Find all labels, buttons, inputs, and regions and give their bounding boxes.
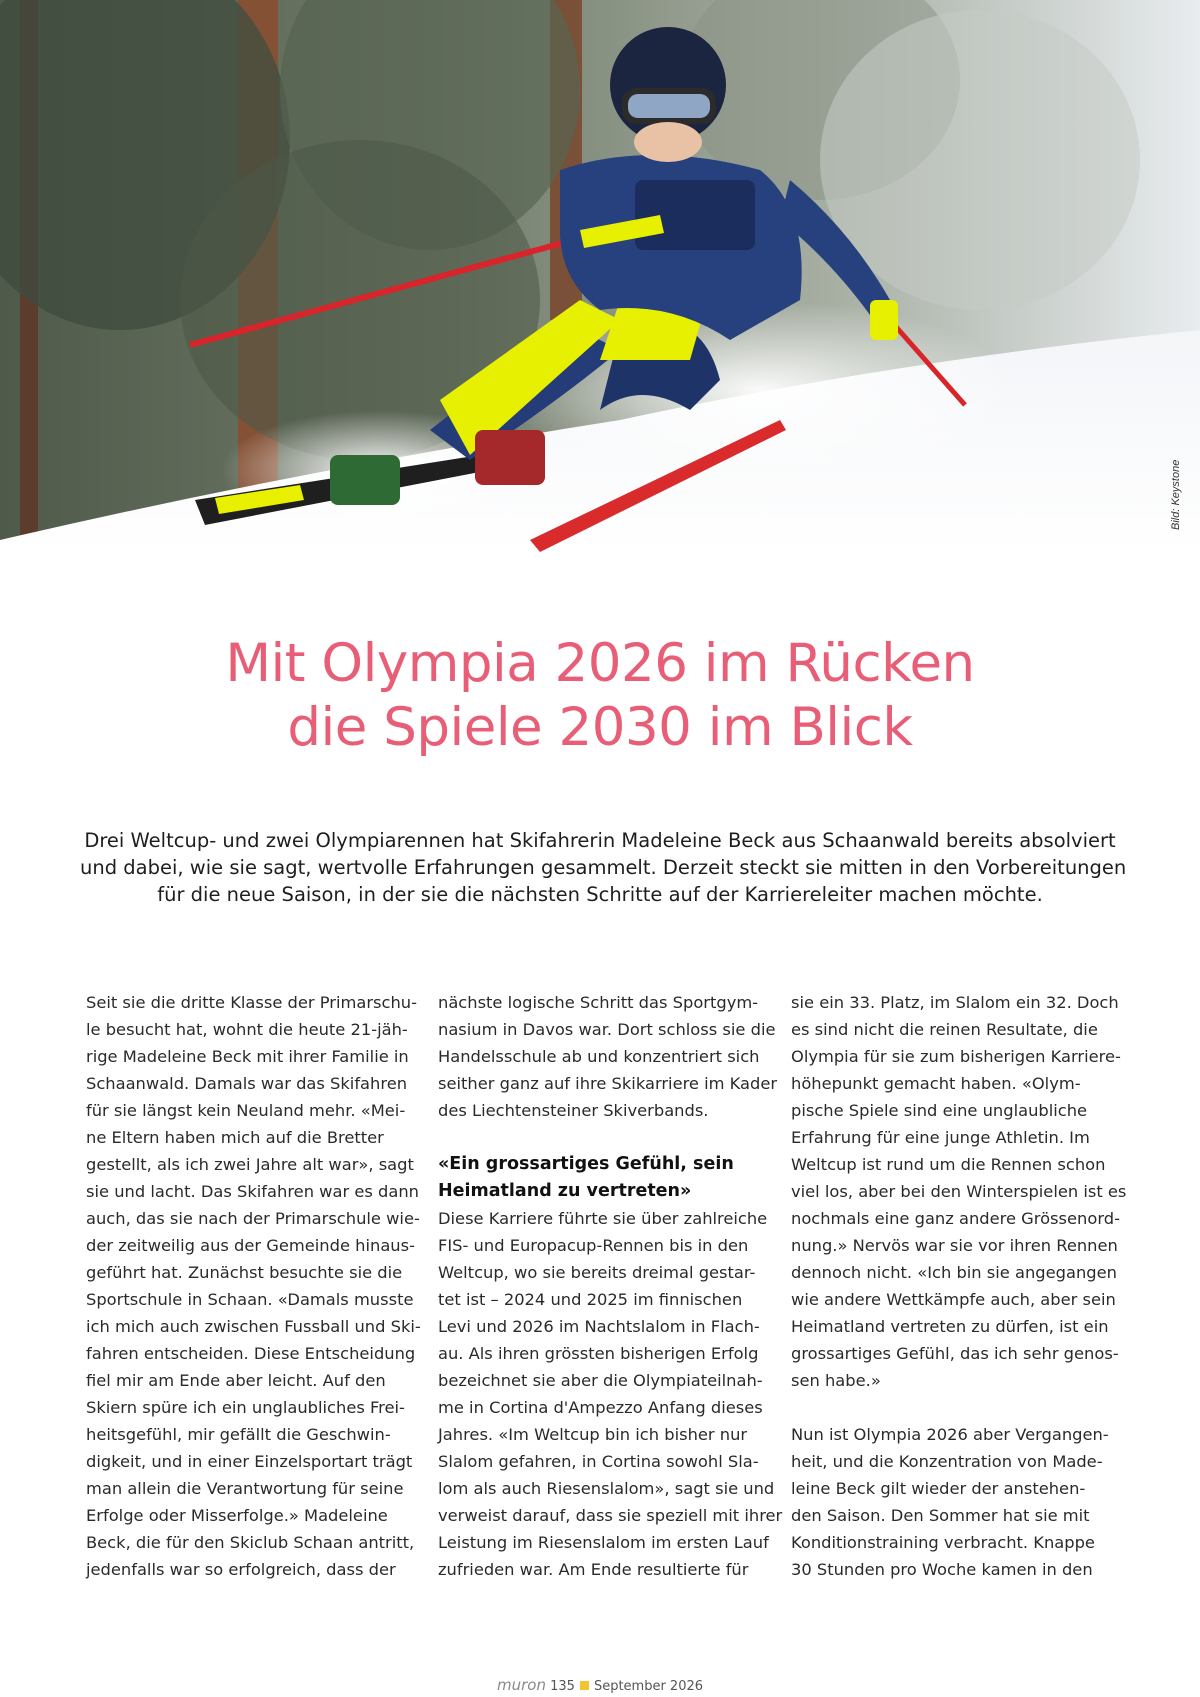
text-line: für sie längst kein Neuland mehr. «Mei- bbox=[86, 1101, 406, 1120]
text-line: Sportschule in Schaan. «Damals musste bbox=[86, 1290, 414, 1309]
skier-illustration bbox=[0, 0, 1200, 552]
text-line: lom als auch Riesenslalom», sagt sie und bbox=[438, 1479, 775, 1498]
text-line: viel los, aber bei den Winterspielen ist es bbox=[791, 1182, 1127, 1201]
issue-number: 135 bbox=[550, 1679, 575, 1694]
page-footer bbox=[0, 1676, 1200, 1694]
column-3-paragraph-1 bbox=[791, 989, 1127, 1394]
text-line: Slalom gefahren, in Cortina sowohl Sla- bbox=[438, 1452, 759, 1471]
text-line: man allein die Verantwortung für seine bbox=[86, 1479, 404, 1498]
magazine-brand: muron bbox=[496, 1676, 546, 1694]
text-line: heitsgefühl, mir gefällt die Geschwin- bbox=[86, 1425, 391, 1444]
text-line: der zeitweilig aus der Gemeinde hinaus- bbox=[86, 1236, 415, 1255]
text-line: nung.» Nervös war sie vor ihren Rennen bbox=[791, 1236, 1118, 1255]
text-line: dennoch nicht. «Ich bin sie angegangen bbox=[791, 1263, 1117, 1282]
text-line: höhepunkt gemacht haben. «Olym- bbox=[791, 1074, 1081, 1093]
text-line: Leistung im Riesenslalom im ersten Lauf bbox=[438, 1533, 769, 1552]
text-line: verweist darauf, dass sie speziell mit ihrer bbox=[438, 1506, 783, 1525]
text-line: leine Beck gilt wieder der anstehen- bbox=[791, 1479, 1086, 1498]
text-line: Weltcup ist rund um die Rennen schon bbox=[791, 1155, 1106, 1174]
text-line: FIS- und Europacup-Rennen bis in den bbox=[438, 1236, 749, 1255]
text-line: tet ist – 2024 und 2025 im finnischen bbox=[438, 1290, 743, 1309]
text-line: Skiern spüre ich ein unglaubliches Frei- bbox=[86, 1398, 405, 1417]
text-line: gestellt, als ich zwei Jahre alt war», sagt bbox=[86, 1155, 414, 1174]
text-line: den Saison. Den Sommer hat sie mit bbox=[791, 1506, 1090, 1525]
text-line: Heimatland vertreten zu dürfen, ist ein bbox=[791, 1317, 1109, 1336]
text-line: geführt hat. Zunächst besuchte sie die bbox=[86, 1263, 403, 1282]
title-line-2: die Spiele 2030 im Blick bbox=[287, 697, 913, 758]
column-2-paragraph-1 bbox=[438, 989, 778, 1124]
text-line: Beck, die für den Skiclub Schaan antritt, bbox=[86, 1533, 415, 1552]
text-line: «Ein grossartiges Gefühl, sein bbox=[438, 1154, 734, 1174]
text-line: me in Cortina d'Ampezzo Anfang dieses bbox=[438, 1398, 763, 1417]
body-column-3 bbox=[791, 989, 1127, 1583]
text-line: ne Eltern haben mich auf die Bretter bbox=[86, 1128, 384, 1147]
text-line: rige Madeleine Beck mit ihrer Familie in bbox=[86, 1047, 409, 1066]
text-line: Olympia für sie zum bisherigen Karriere- bbox=[791, 1047, 1121, 1066]
text-line: grossartiges Gefühl, das ich sehr genos- bbox=[791, 1344, 1119, 1363]
text-line: Schaanwald. Damals war das Skifahren bbox=[86, 1074, 408, 1093]
text-line: seither ganz auf ihre Skikarriere im Kader bbox=[438, 1074, 778, 1093]
text-line: le besucht hat, wohnt die heute 21-jäh- bbox=[86, 1020, 408, 1039]
text-line: bezeichnet sie aber die Olympiateilnah- bbox=[438, 1371, 763, 1390]
text-line: ich mich auch zwischen Fussball und Ski- bbox=[86, 1317, 421, 1336]
text-line: fiel mir am Ende aber leicht. Auf den bbox=[86, 1371, 386, 1390]
text-line: Erfahrung für eine junge Athletin. Im bbox=[791, 1128, 1090, 1147]
column-3-paragraph-2 bbox=[791, 1421, 1121, 1583]
text-line: sie ein 33. Platz, im Slalom ein 32. Doch bbox=[791, 993, 1119, 1012]
text-line: jedenfalls war so erfolgreich, dass der bbox=[86, 1560, 396, 1579]
issue-date: September 2026 bbox=[593, 1679, 704, 1694]
text-line: Diese Karriere führte sie über zahlreiche bbox=[438, 1209, 768, 1228]
text-line: nochmals eine ganz andere Grössenord- bbox=[791, 1209, 1120, 1228]
title-line-1: Mit Olympia 2026 im Rücken bbox=[225, 633, 975, 694]
lead-line: für die neue Saison, in der sie die nächsten Schritte auf der Karriereleiter machen möchte. bbox=[157, 883, 1043, 906]
text-line: nasium in Davos war. Dort schloss sie die bbox=[438, 1020, 776, 1039]
text-line: heit, und die Konzentration von Made- bbox=[791, 1452, 1103, 1471]
article-lead bbox=[80, 827, 1127, 908]
footer-square-icon bbox=[580, 1681, 589, 1690]
section-subheading bbox=[438, 1151, 768, 1205]
text-line: 30 Stunden pro Woche kamen in den bbox=[791, 1560, 1093, 1579]
lead-line: Drei Weltcup- und zwei Olympiarennen hat Skifahrerin Madeleine Beck aus Schaanwald bereits absolviert bbox=[84, 829, 1116, 852]
text-line: zufrieden war. Am Ende resultierte für bbox=[438, 1560, 749, 1579]
hero-photo bbox=[0, 0, 1200, 552]
photo-credit: Bild: Keystone bbox=[1170, 459, 1182, 530]
text-line: digkeit, und in einer Einzelsportart trägt bbox=[86, 1452, 413, 1471]
body-column-2 bbox=[438, 989, 783, 1583]
text-line: wie andere Wettkämpfe auch, aber sein bbox=[791, 1290, 1116, 1309]
column-2-paragraph-2 bbox=[438, 1205, 783, 1583]
text-line: Handelsschule ab und konzentriert sich bbox=[438, 1047, 760, 1066]
text-line: Weltcup, wo sie bereits dreimal gestar- bbox=[438, 1263, 756, 1282]
text-line: Nun ist Olympia 2026 aber Vergangen- bbox=[791, 1425, 1109, 1444]
text-line: nächste logische Schritt das Sportgym- bbox=[438, 993, 759, 1012]
text-line: sen habe.» bbox=[791, 1371, 881, 1390]
text-line: Jahres. «Im Weltcup bin ich bisher nur bbox=[438, 1425, 748, 1444]
text-line: fahren entscheiden. Diese Entscheidung bbox=[86, 1344, 416, 1363]
text-line: des Liechtensteiner Skiverbands. bbox=[438, 1101, 709, 1120]
text-line: Konditionstraining verbracht. Knappe bbox=[791, 1533, 1095, 1552]
text-line: auch, das sie nach der Primarschule wie- bbox=[86, 1209, 420, 1228]
text-line: Levi und 2026 im Nachtslalom in Flach- bbox=[438, 1317, 760, 1336]
text-line: Heimatland zu vertreten» bbox=[438, 1181, 692, 1201]
text-line: Erfolge oder Misserfolge.» Madeleine bbox=[86, 1506, 388, 1525]
text-line: au. Als ihren grössten bisherigen Erfolg bbox=[438, 1344, 759, 1363]
article-title bbox=[0, 632, 1200, 760]
lead-line: und dabei, wie sie sagt, wertvolle Erfahrungen gesammelt. Derzeit steckt sie mitten in den Vorbereitungen bbox=[80, 856, 1127, 879]
text-line: es sind nicht die reinen Resultate, die bbox=[791, 1020, 1098, 1039]
text-line: sie und lacht. Das Skifahren war es dann bbox=[86, 1182, 419, 1201]
text-line: pische Spiele sind eine unglaubliche bbox=[791, 1101, 1088, 1120]
body-column-1 bbox=[86, 989, 421, 1583]
text-line: Seit sie die dritte Klasse der Primarschu- bbox=[86, 993, 417, 1012]
